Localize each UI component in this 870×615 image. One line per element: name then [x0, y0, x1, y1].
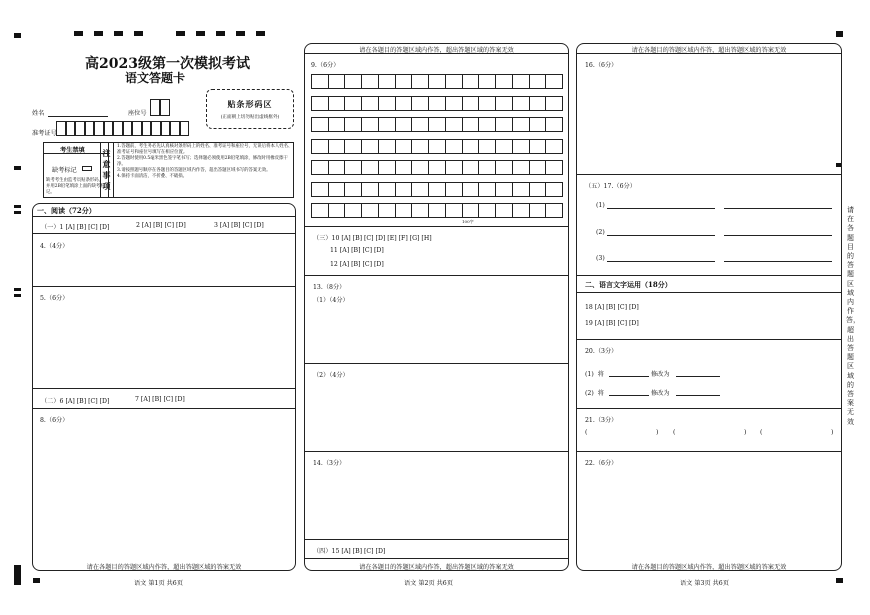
position-mark — [176, 31, 185, 36]
q17-item: (3) — [596, 255, 605, 262]
question-8: 8.（6分） — [40, 417, 69, 424]
name-field[interactable] — [48, 116, 108, 117]
position-mark — [14, 294, 21, 297]
position-mark — [14, 166, 21, 170]
paren: ) — [744, 429, 747, 436]
writing-grid-row[interactable] — [311, 182, 563, 197]
position-mark — [14, 33, 21, 38]
question-21: 21.（3分） — [585, 417, 618, 424]
answer-panel-1 — [32, 203, 296, 571]
paren: ( — [760, 429, 763, 436]
mc-row[interactable]: 7 [A] [B] [C] [D] — [135, 396, 185, 403]
position-mark — [836, 31, 843, 37]
question-14: 14.（3分） — [313, 460, 346, 467]
absent-note: 缺考考生由监考员贴条形码，并用2B铅笔填涂上面的缺考标记。 — [46, 178, 105, 195]
exam-no-label: 准考证号 — [32, 130, 57, 137]
question-5: 5.（6分） — [40, 295, 69, 302]
header-notice: 请在各题目的答题区域内作答，超出答题区域的答案无效 — [359, 47, 514, 54]
question-22: 22.（6分） — [585, 460, 618, 467]
paren: ( — [585, 429, 588, 436]
position-mark — [14, 205, 21, 208]
side-notice: 请在各题目的答题区域内作答，超出答题区域的答案无效 — [846, 206, 860, 426]
writing-grid-row[interactable] — [311, 203, 563, 218]
question-20: 20.（3分） — [585, 348, 618, 355]
position-mark — [196, 31, 205, 36]
position-mark — [14, 565, 21, 585]
question-4: 4.（4分） — [40, 243, 69, 250]
exam-subtitle: 语文答题卡 — [125, 71, 186, 85]
answer-line[interactable] — [607, 235, 715, 236]
answer-line[interactable] — [724, 261, 832, 262]
mc-row[interactable]: 12 [A] [B] [C] [D] — [330, 261, 384, 268]
q20-item: (2) 将 — [585, 390, 604, 397]
position-mark — [14, 288, 21, 291]
mc-row[interactable]: 18 [A] [B] [C] [D] — [585, 304, 639, 311]
position-mark — [836, 578, 843, 583]
seat-box[interactable] — [160, 99, 170, 116]
exam-title: 高2023级第一次模拟考试 — [85, 56, 250, 72]
name-label: 姓名 — [32, 110, 45, 117]
position-mark — [94, 31, 103, 36]
exam-no-boxes[interactable] — [56, 121, 189, 136]
grid-word-count: 100字 — [462, 219, 474, 224]
position-mark — [74, 31, 83, 36]
notes-title: 注意事项 — [102, 148, 111, 191]
answer-line[interactable] — [676, 376, 720, 377]
page-footer: 语文 第3页 共6页 — [680, 580, 729, 587]
answer-line[interactable] — [609, 395, 649, 396]
position-mark — [236, 31, 245, 36]
position-mark — [256, 31, 265, 36]
mc-row[interactable]: （四）15 [A] [B] [C] [D] — [313, 548, 386, 555]
page-footer: 语文 第1页 共6页 — [134, 580, 183, 587]
writing-grid-row[interactable] — [311, 96, 563, 111]
absent-label: 缺考标记 — [52, 167, 77, 174]
barcode-title: 贴条形码区 — [227, 99, 273, 109]
page-footer: 语文 第2页 共6页 — [404, 580, 453, 587]
barcode-zone — [206, 89, 294, 129]
footer-notice: 请在各题目的答题区域内作答，超出答题区域的答案无效 — [631, 564, 787, 571]
paren: ) — [831, 429, 834, 436]
answer-line[interactable] — [724, 208, 832, 209]
barcode-note: (正面朝上切勿贴出虚线框外) — [220, 115, 280, 120]
footer-notice: 请在各题目的答题区域内作答，超出答题区域的答案无效 — [359, 564, 514, 571]
mc-row[interactable]: 3 [A] [B] [C] [D] — [214, 222, 264, 229]
mc-row[interactable]: 11 [A] [B] [C] [D] — [330, 247, 384, 254]
writing-grid-row[interactable] — [311, 117, 563, 132]
question-13-2: （2）（4分） — [313, 372, 349, 379]
answer-line[interactable] — [607, 261, 715, 262]
section1-title: 一、阅读（72分） — [37, 206, 96, 215]
seat-label: 座位号 — [128, 110, 147, 117]
position-mark — [216, 31, 225, 36]
q20-item: (1) 将 — [585, 371, 604, 378]
seat-box[interactable] — [150, 99, 160, 116]
answer-line[interactable] — [676, 395, 720, 396]
mc-row[interactable]: 2 [A] [B] [C] [D] — [136, 222, 186, 229]
mc-row[interactable]: 19 [A] [B] [C] [D] — [585, 320, 639, 327]
question-13-1: （1）（4分） — [313, 297, 349, 304]
writing-grid-row[interactable] — [311, 74, 563, 89]
question-13: 13.（8分） — [313, 284, 346, 291]
candidate-box-title: 考生禁填 — [60, 147, 85, 154]
mc-row[interactable]: （二）6 [A] [B] [C] [D] — [41, 398, 110, 405]
absent-checkbox[interactable] — [82, 166, 92, 171]
position-mark — [33, 578, 40, 583]
answer-line[interactable] — [607, 208, 715, 209]
mc-row[interactable]: （三）10 [A] [B] [C] [D] [E] [F] [G] [H] — [313, 235, 432, 242]
q20-modify-label: 修改为 — [651, 371, 670, 378]
paren: ( — [673, 429, 676, 436]
q17-item: (2) — [596, 229, 605, 236]
question-9: 9.（6分） — [311, 62, 340, 69]
position-mark — [114, 31, 123, 36]
position-mark — [134, 31, 143, 36]
paren: ) — [656, 429, 659, 436]
header-notice: 请在各题目的答题区域内作答，超出答题区域的答案无效 — [631, 47, 787, 54]
mc-row[interactable]: （一）1 [A] [B] [C] [D] — [41, 224, 110, 231]
answer-line[interactable] — [609, 376, 649, 377]
section2-title: 二、语言文字运用（18分） — [585, 280, 672, 289]
writing-grid-row[interactable] — [311, 160, 563, 175]
answer-line[interactable] — [724, 235, 832, 236]
notes-text: 1.答题前，考生务必先认真核对条形码上的姓名、准考证号和座位号，无误后将本人姓名、准考证号和座位号填写在相应位置。 2.答题时使用0.5毫米黑色签字笔书写；选择题必须使用2B铅笔填涂，修改时用橡皮擦干净。 3.请按照题号顺序在各题目的答题区域内作答，超出答题区域书写的答案无效。 4.保持卡面清洁，不折叠、不破损。 — [117, 144, 293, 179]
footer-notice: 请在各题目的答题区域内作答，超出答题区域的答案无效 — [86, 564, 242, 571]
question-17: （五）17.（6分） — [585, 183, 636, 190]
q17-item: (1) — [596, 202, 605, 209]
q20-modify-label: 修改为 — [651, 390, 670, 397]
writing-grid-row[interactable] — [311, 139, 563, 154]
question-16: 16.（6分） — [585, 62, 618, 69]
position-mark — [14, 211, 21, 214]
